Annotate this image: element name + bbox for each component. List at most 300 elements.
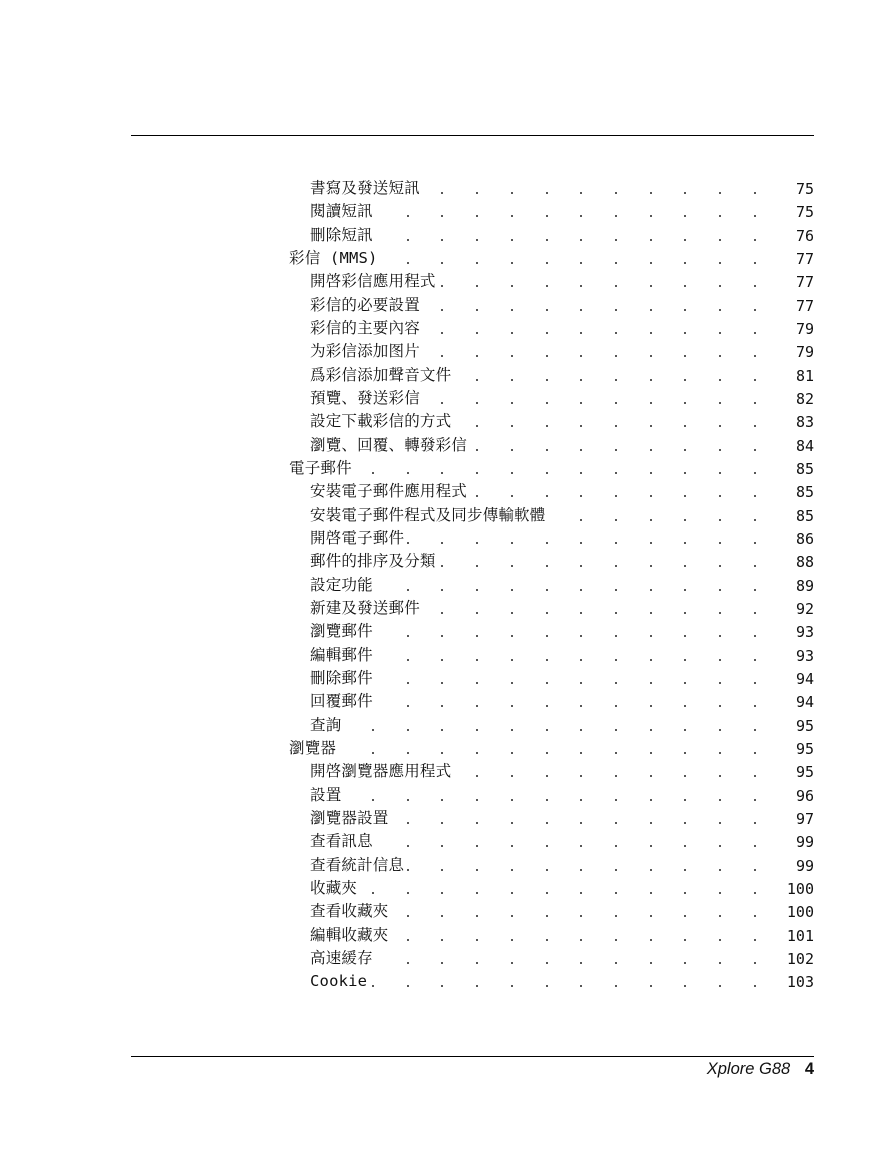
leader-dot — [615, 729, 617, 731]
leader-dot — [719, 589, 721, 591]
toc-entry — [0, 947, 893, 970]
leader-dot — [476, 822, 478, 824]
leader-dot — [684, 495, 686, 497]
toc-entry-title: 開啓瀏覽器應用程式 — [310, 762, 452, 781]
dot-leader — [0, 949, 893, 969]
leader-dot — [754, 355, 756, 357]
leader-dot — [476, 729, 478, 731]
toc-entry-title: 查看收藏夾 — [310, 902, 389, 921]
leader-dot — [372, 892, 374, 894]
toc-entry — [0, 830, 893, 853]
leader-dot — [407, 822, 409, 824]
header-rule — [131, 135, 814, 136]
toc-entry — [0, 527, 893, 550]
leader-dot — [511, 845, 513, 847]
leader-dot — [546, 962, 548, 964]
leader-dot — [615, 542, 617, 544]
leader-dot — [650, 309, 652, 311]
leader-dot — [615, 332, 617, 334]
leader-dot — [615, 635, 617, 637]
leader-dot — [684, 309, 686, 311]
toc-entry-page: 81 — [795, 366, 814, 385]
leader-dot — [511, 822, 513, 824]
leader-dot — [476, 309, 478, 311]
toc-entry — [0, 970, 893, 993]
toc-entry-page: 94 — [795, 669, 814, 688]
leader-dot — [684, 799, 686, 801]
leader-dot — [615, 192, 617, 194]
leader-dot — [754, 845, 756, 847]
leader-dot — [719, 729, 721, 731]
leader-dot — [511, 542, 513, 544]
leader-dot — [719, 635, 721, 637]
toc-entry — [0, 270, 893, 293]
leader-dot — [476, 379, 478, 381]
leader-dot — [719, 659, 721, 661]
leader-dot — [615, 822, 617, 824]
toc-entry-page: 85 — [795, 483, 814, 502]
leader-dot — [754, 682, 756, 684]
toc-entry — [0, 480, 893, 503]
dot-leader — [0, 832, 893, 852]
leader-dot — [580, 822, 582, 824]
toc-entry — [0, 807, 893, 830]
leader-dot — [754, 449, 756, 451]
toc-entry-page: 83 — [795, 413, 814, 432]
leader-dot — [407, 472, 409, 474]
leader-dot — [441, 355, 443, 357]
dot-leader — [0, 879, 893, 899]
leader-dot — [511, 892, 513, 894]
leader-dot — [580, 635, 582, 637]
leader-dot — [441, 542, 443, 544]
leader-dot — [546, 752, 548, 754]
leader-dot — [546, 542, 548, 544]
leader-dot — [754, 472, 756, 474]
leader-dot — [684, 682, 686, 684]
leader-dot — [511, 962, 513, 964]
leader-dot — [615, 939, 617, 941]
leader-dot — [476, 939, 478, 941]
leader-dot — [476, 869, 478, 871]
toc-entry-page: 101 — [786, 926, 814, 945]
leader-dot — [441, 332, 443, 334]
leader-dot — [684, 915, 686, 917]
leader-dot — [476, 192, 478, 194]
leader-dot — [754, 822, 756, 824]
leader-dot — [476, 449, 478, 451]
leader-dot — [580, 962, 582, 964]
dot-leader — [0, 179, 893, 199]
leader-dot — [476, 495, 478, 497]
leader-dot — [511, 239, 513, 241]
toc-entry-page: 92 — [795, 599, 814, 618]
leader-dot — [684, 635, 686, 637]
leader-dot — [580, 449, 582, 451]
leader-dot — [546, 285, 548, 287]
leader-dot — [580, 565, 582, 567]
leader-dot — [719, 915, 721, 917]
leader-dot — [650, 472, 652, 474]
toc-entry — [0, 877, 893, 900]
leader-dot — [546, 729, 548, 731]
leader-dot — [580, 285, 582, 287]
toc-entry-title: 安裝電子郵件應用程式 — [310, 482, 468, 501]
leader-dot — [684, 425, 686, 427]
leader-dot — [546, 589, 548, 591]
toc-entry-title: 設定功能 — [310, 575, 373, 594]
leader-dot — [719, 962, 721, 964]
leader-dot — [580, 659, 582, 661]
leader-dot — [580, 612, 582, 614]
dot-leader — [0, 272, 893, 292]
leader-dot — [580, 355, 582, 357]
leader-dot — [511, 635, 513, 637]
leader-dot — [580, 845, 582, 847]
leader-dot — [546, 355, 548, 357]
leader-dot — [754, 962, 756, 964]
leader-dot — [476, 542, 478, 544]
leader-dot — [650, 215, 652, 217]
leader-dot — [650, 682, 652, 684]
dot-leader — [0, 506, 893, 526]
leader-dot — [546, 869, 548, 871]
leader-dot — [441, 472, 443, 474]
leader-dot — [754, 775, 756, 777]
page-footer — [707, 1058, 814, 1080]
toc-entry-page: 100 — [786, 879, 814, 898]
toc-entry-page: 95 — [795, 763, 814, 782]
leader-dot — [441, 682, 443, 684]
leader-dot — [650, 635, 652, 637]
leader-dot — [650, 589, 652, 591]
toc-entry-page: 75 — [795, 203, 814, 222]
leader-dot — [441, 659, 443, 661]
leader-dot — [441, 612, 443, 614]
leader-dot — [684, 612, 686, 614]
leader-dot — [580, 309, 582, 311]
leader-dot — [546, 939, 548, 941]
toc-entry-page: 84 — [795, 436, 814, 455]
leader-dot — [441, 892, 443, 894]
leader-dot — [650, 729, 652, 731]
toc-entry-title: 預覽、發送彩信 — [310, 388, 420, 407]
leader-dot — [684, 822, 686, 824]
leader-dot — [580, 215, 582, 217]
toc-entry-title: 高速緩存 — [310, 948, 373, 967]
leader-dot — [546, 612, 548, 614]
leader-dot — [407, 985, 409, 987]
leader-dot — [511, 939, 513, 941]
leader-dot — [615, 682, 617, 684]
leader-dot — [407, 635, 409, 637]
leader-dot — [754, 425, 756, 427]
toc-entry — [0, 294, 893, 317]
leader-dot — [684, 519, 686, 521]
leader-dot — [441, 939, 443, 941]
dot-leader — [0, 856, 893, 876]
leader-dot — [511, 682, 513, 684]
toc-entry — [0, 247, 893, 270]
leader-dot — [650, 355, 652, 357]
leader-dot — [580, 939, 582, 941]
leader-dot — [650, 449, 652, 451]
toc-entry-title: 編輯郵件 — [310, 645, 373, 664]
leader-dot — [441, 589, 443, 591]
dot-leader — [0, 249, 893, 269]
leader-dot — [684, 892, 686, 894]
leader-dot — [372, 752, 374, 754]
leader-dot — [754, 705, 756, 707]
leader-dot — [511, 192, 513, 194]
leader-dot — [476, 565, 478, 567]
leader-dot — [650, 799, 652, 801]
toc-entry — [0, 340, 893, 363]
leader-dot — [407, 962, 409, 964]
leader-dot — [580, 985, 582, 987]
footer-rule — [131, 1056, 814, 1057]
leader-dot — [615, 799, 617, 801]
leader-dot — [650, 985, 652, 987]
toc-entry-page: 103 — [786, 973, 814, 992]
leader-dot — [754, 332, 756, 334]
leader-dot — [441, 565, 443, 567]
leader-dot — [580, 332, 582, 334]
leader-dot — [650, 332, 652, 334]
toc-entry-title: 編輯收藏夾 — [310, 925, 389, 944]
dot-leader — [0, 459, 893, 479]
leader-dot — [650, 262, 652, 264]
leader-dot — [615, 892, 617, 894]
toc-entry-title: 查詢 — [310, 715, 342, 734]
toc-entry-page: 77 — [795, 249, 814, 268]
leader-dot — [754, 495, 756, 497]
leader-dot — [684, 192, 686, 194]
leader-dot — [476, 775, 478, 777]
leader-dot — [476, 892, 478, 894]
leader-dot — [650, 192, 652, 194]
leader-dot — [754, 939, 756, 941]
leader-dot — [650, 915, 652, 917]
leader-dot — [546, 425, 548, 427]
leader-dot — [546, 239, 548, 241]
leader-dot — [511, 449, 513, 451]
leader-dot — [615, 705, 617, 707]
leader-dot — [684, 285, 686, 287]
leader-dot — [546, 472, 548, 474]
leader-dot — [684, 775, 686, 777]
leader-dot — [719, 612, 721, 614]
leader-dot — [476, 612, 478, 614]
leader-dot — [511, 659, 513, 661]
leader-dot — [684, 449, 686, 451]
leader-dot — [441, 985, 443, 987]
leader-dot — [650, 495, 652, 497]
leader-dot — [441, 729, 443, 731]
leader-dot — [580, 519, 582, 521]
leader-dot — [511, 869, 513, 871]
leader-dot — [441, 262, 443, 264]
leader-dot — [684, 215, 686, 217]
toc-entry-page: 94 — [795, 693, 814, 712]
leader-dot — [546, 192, 548, 194]
toc-entry-page: 99 — [795, 833, 814, 852]
leader-dot — [546, 705, 548, 707]
toc-entry — [0, 224, 893, 247]
leader-dot — [684, 402, 686, 404]
leader-dot — [754, 752, 756, 754]
leader-dot — [372, 799, 374, 801]
leader-dot — [754, 589, 756, 591]
leader-dot — [615, 612, 617, 614]
toc-entry-page: 89 — [795, 576, 814, 595]
leader-dot — [476, 285, 478, 287]
leader-dot — [650, 962, 652, 964]
leader-dot — [719, 472, 721, 474]
leader-dot — [719, 565, 721, 567]
dot-leader — [0, 576, 893, 596]
leader-dot — [407, 892, 409, 894]
leader-dot — [719, 542, 721, 544]
leader-dot — [684, 379, 686, 381]
leader-dot — [407, 215, 409, 217]
toc-entry-page: 77 — [795, 273, 814, 292]
toc-entry-page: 82 — [795, 389, 814, 408]
toc-entry — [0, 784, 893, 807]
leader-dot — [719, 775, 721, 777]
leader-dot — [580, 262, 582, 264]
leader-dot — [476, 215, 478, 217]
leader-dot — [476, 425, 478, 427]
leader-dot — [615, 589, 617, 591]
leader-dot — [580, 729, 582, 731]
dot-leader — [0, 529, 893, 549]
toc-entry-title: 電子郵件 — [289, 458, 352, 477]
toc-entry-title: 瀏覽器設置 — [310, 808, 389, 827]
leader-dot — [580, 869, 582, 871]
leader-dot — [650, 939, 652, 941]
leader-dot — [754, 309, 756, 311]
dot-leader — [0, 926, 893, 946]
toc-entry-title: 開啓電子郵件 — [310, 528, 405, 547]
leader-dot — [650, 822, 652, 824]
leader-dot — [372, 472, 374, 474]
leader-dot — [580, 472, 582, 474]
leader-dot — [546, 799, 548, 801]
leader-dot — [684, 659, 686, 661]
leader-dot — [719, 449, 721, 451]
toc-entry — [0, 924, 893, 947]
leader-dot — [650, 659, 652, 661]
leader-dot — [615, 262, 617, 264]
dot-leader — [0, 202, 893, 222]
leader-dot — [546, 892, 548, 894]
leader-dot — [754, 215, 756, 217]
leader-dot — [546, 495, 548, 497]
leader-dot — [580, 752, 582, 754]
toc-entry-title: 刪除郵件 — [310, 668, 373, 687]
leader-dot — [754, 542, 756, 544]
toc-entry-title: 彩信 (MMS) — [289, 248, 378, 267]
toc-entry — [0, 597, 893, 620]
leader-dot — [441, 962, 443, 964]
toc-entry-page: 76 — [795, 226, 814, 245]
leader-dot — [650, 285, 652, 287]
leader-dot — [511, 612, 513, 614]
leader-dot — [684, 565, 686, 567]
leader-dot — [615, 845, 617, 847]
leader-dot — [511, 309, 513, 311]
leader-dot — [754, 402, 756, 404]
toc-entry-page: 93 — [795, 646, 814, 665]
dot-leader — [0, 669, 893, 689]
leader-dot — [650, 775, 652, 777]
leader-dot — [719, 892, 721, 894]
leader-dot — [650, 542, 652, 544]
leader-dot — [719, 752, 721, 754]
leader-dot — [546, 332, 548, 334]
leader-dot — [407, 659, 409, 661]
leader-dot — [719, 799, 721, 801]
leader-dot — [684, 845, 686, 847]
dot-leader — [0, 389, 893, 409]
toc-entry — [0, 667, 893, 690]
leader-dot — [615, 495, 617, 497]
toc-entry — [0, 574, 893, 597]
table-of-contents — [0, 177, 893, 993]
leader-dot — [684, 589, 686, 591]
leader-dot — [546, 262, 548, 264]
leader-dot — [441, 705, 443, 707]
leader-dot — [615, 285, 617, 287]
leader-dot — [546, 915, 548, 917]
leader-dot — [684, 705, 686, 707]
leader-dot — [511, 705, 513, 707]
leader-dot — [441, 869, 443, 871]
dot-leader — [0, 366, 893, 386]
toc-entry — [0, 177, 893, 200]
leader-dot — [754, 239, 756, 241]
dot-leader — [0, 552, 893, 572]
leader-dot — [372, 729, 374, 731]
leader-dot — [476, 589, 478, 591]
leader-dot — [407, 845, 409, 847]
toc-entry — [0, 387, 893, 410]
toc-entry-page: 85 — [795, 459, 814, 478]
toc-entry-title: 瀏覽、回覆、轉發彩信 — [310, 435, 468, 454]
toc-entry — [0, 644, 893, 667]
dot-leader — [0, 692, 893, 712]
leader-dot — [650, 402, 652, 404]
leader-dot — [580, 775, 582, 777]
toc-entry — [0, 550, 893, 573]
toc-entry-page: 93 — [795, 623, 814, 642]
leader-dot — [580, 425, 582, 427]
leader-dot — [615, 659, 617, 661]
leader-dot — [407, 915, 409, 917]
leader-dot — [407, 869, 409, 871]
leader-dot — [719, 192, 721, 194]
leader-dot — [684, 332, 686, 334]
toc-entry — [0, 200, 893, 223]
leader-dot — [684, 962, 686, 964]
leader-dot — [719, 262, 721, 264]
toc-entry — [0, 714, 893, 737]
leader-dot — [511, 985, 513, 987]
leader-dot — [546, 822, 548, 824]
dot-leader — [0, 646, 893, 666]
leader-dot — [441, 285, 443, 287]
